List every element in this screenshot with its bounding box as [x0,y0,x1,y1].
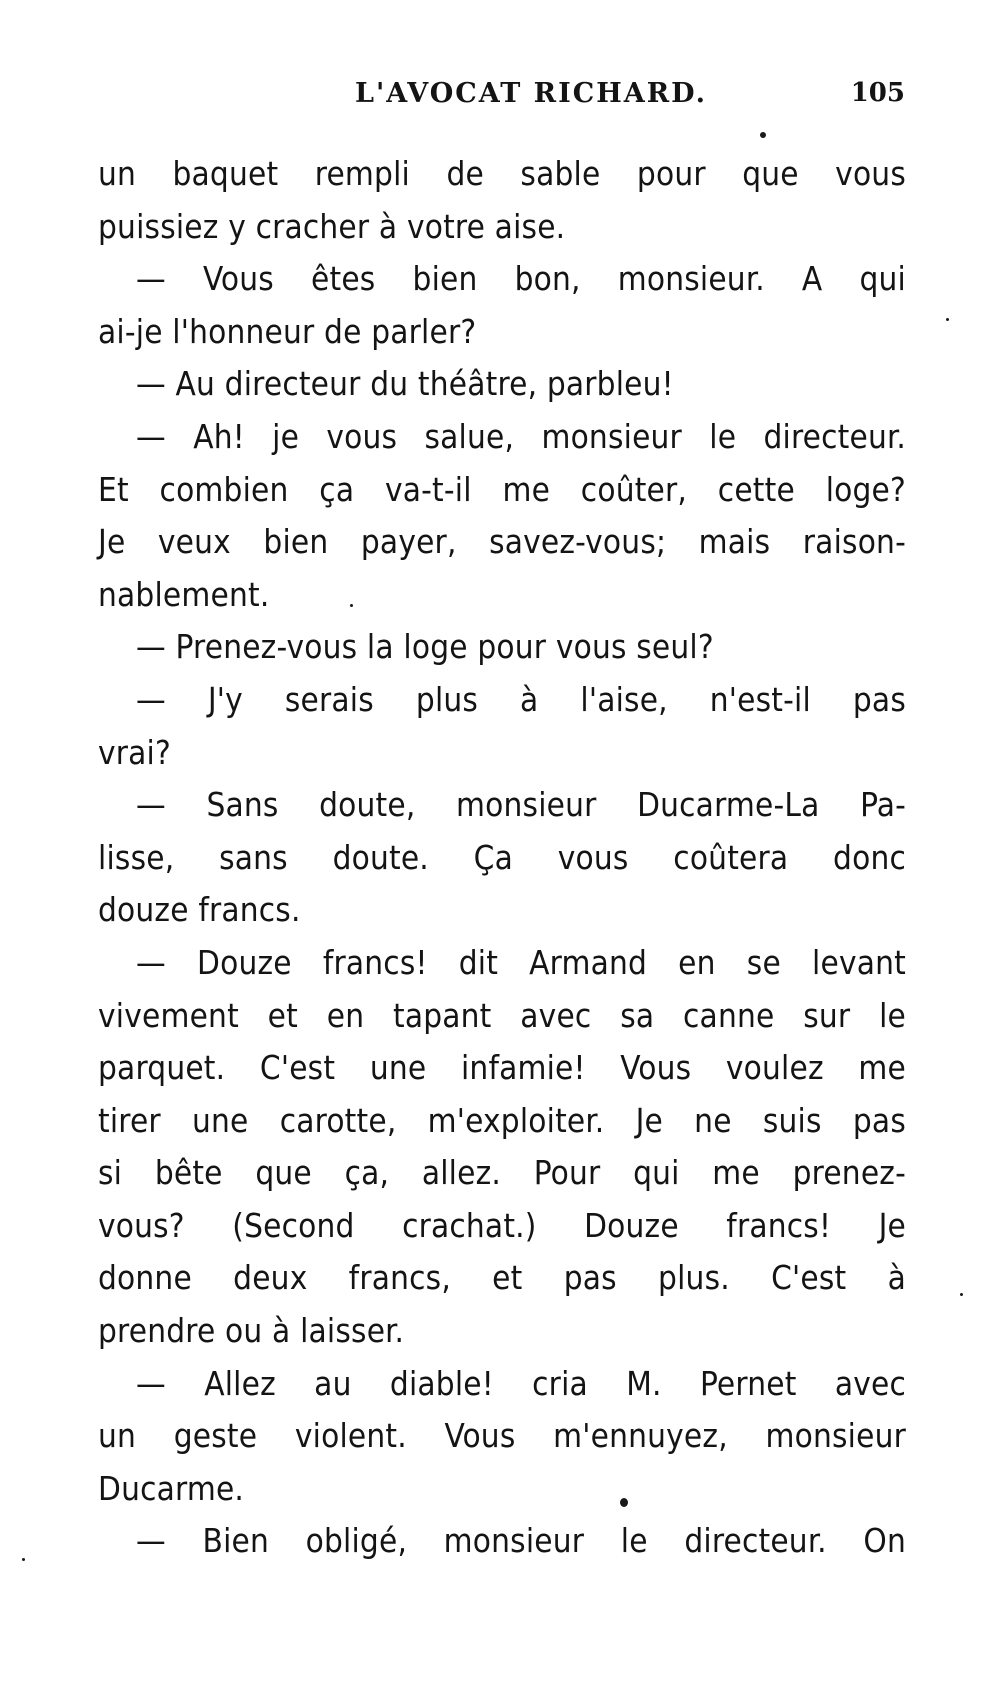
text-line: donne deux francs, et pas plus. C'est à [98,1258,906,1298]
page-header [100,78,905,118]
text-line: — Allez au diable! cria M. Pernet avec [136,1363,906,1403]
text-line: — Ah! je vous salue, monsieur le directeur. [136,416,906,456]
text-line: ai-je l'honneur de parler? [98,311,477,351]
text-line: vrai? [98,732,171,772]
ink-speck [350,604,353,607]
text-line: — Prenez-vous la loge pour vous seul? [136,627,714,667]
text-line: Je veux bien payer, savez-vous; mais raison- [98,522,906,562]
ink-speck [22,1558,25,1561]
text-line: prendre ou à laisser. [98,1311,405,1351]
text-line: nablement. [98,574,270,614]
ink-speck [760,132,766,138]
text-line: — Douze francs! dit Armand en se levant [136,942,906,982]
text-line: vivement et en tapant avec sa canne sur le [98,995,906,1035]
text-line: un geste violent. Vous m'ennuyez, monsieur [98,1416,906,1456]
text-line: Et combien ça va-t-il me coûter, cette loge? [98,469,906,509]
ink-speck [620,1498,628,1507]
text-line: lisse, sans doute. Ça vous coûtera donc [98,837,906,877]
page-number: 105 [850,78,905,108]
running-title: L'AVOCAT RICHARD. [355,78,707,109]
text-line: — Sans doute, monsieur Ducarme-La Pa- [136,785,906,825]
text-line: — J'y serais plus à l'aise, n'est-il pas [136,679,906,719]
text-line: puissiez y cracher à votre aise. [98,206,566,246]
text-line: parquet. C'est une infamie! Vous voulez me [98,1048,906,1088]
text-line: — Bien obligé, monsieur le directeur. On [136,1521,906,1561]
text-line: douze francs. [98,890,301,930]
text-line: tirer une carotte, m'exploiter. Je ne suis pas [98,1100,906,1140]
text-line: si bête que ça, allez. Pour qui me prenez- [98,1153,906,1193]
body-text [98,148,906,1568]
text-line: un baquet rempli de sable pour que vous [98,154,906,193]
ink-speck [960,1293,963,1296]
text-line: vous? (Second crachat.) Douze francs! Je [98,1205,906,1245]
text-line: — Au directeur du théâtre, parbleu! [136,364,674,404]
text-line: Ducarme. [98,1468,245,1508]
ink-speck [946,318,949,321]
text-line: — Vous êtes bien bon, monsieur. A qui [136,259,906,299]
